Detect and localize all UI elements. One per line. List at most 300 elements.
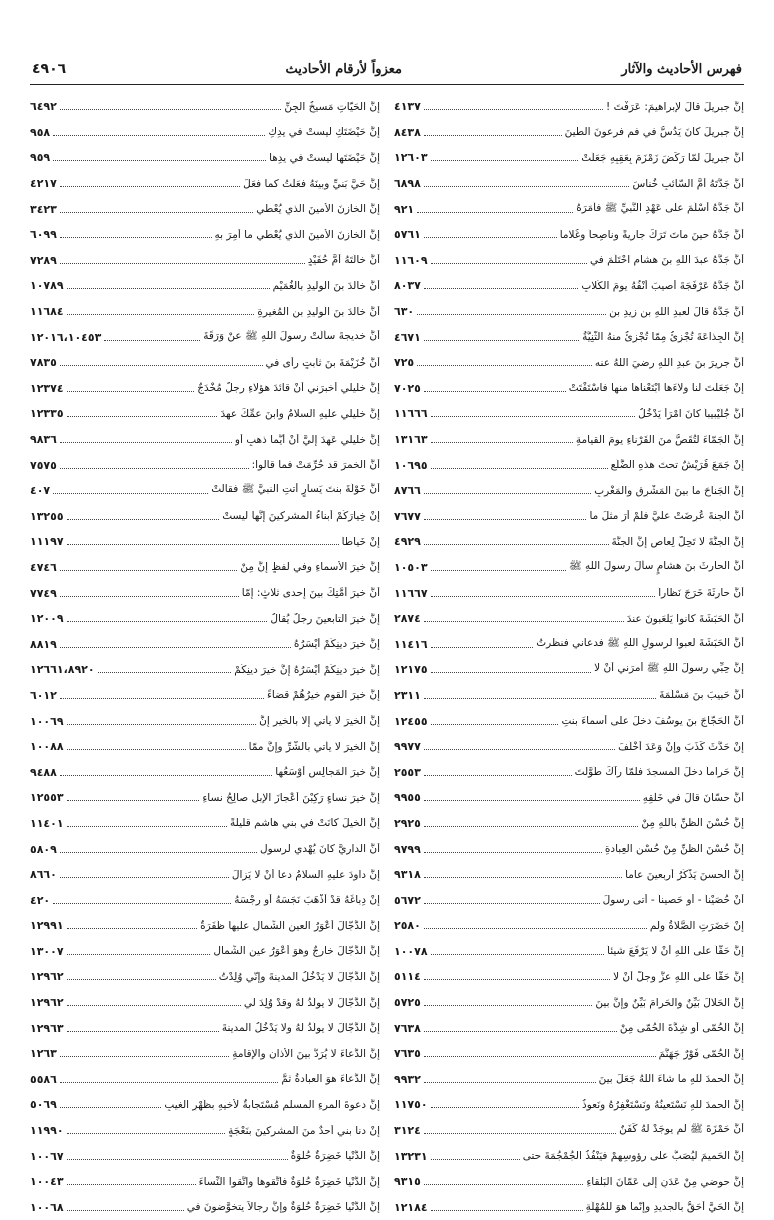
entry-ref-number: ١٢٥٥٣ <box>30 791 64 805</box>
index-entry <box>30 887 380 913</box>
leader-dots <box>60 109 282 110</box>
entry-text: إنَّ الحَميمَ ليُصَبُّ على رؤوسِهِمْ فيَنْفُذُ الجُمْجُمَةَ حتى <box>522 1150 744 1163</box>
leader-dots <box>60 852 257 853</box>
index-entry <box>30 1169 380 1195</box>
index-entry <box>394 708 744 734</box>
entry-text: إنَّ الدُّنْيا خَضِرَةٌ حُلْوَةٌ وإنَّ رجالاً يتخوَّضونَ في <box>186 1201 380 1214</box>
index-entry <box>30 94 380 120</box>
entry-text: إنْ جَمَعَ قُرَيْشٌ تحتَ هذهِ الضَّلَعِ <box>610 459 744 472</box>
index-entry <box>30 836 380 862</box>
index-entry <box>394 529 744 555</box>
index-entry <box>394 811 744 837</box>
entry-text: إنَّ جبريلَ قالَ لإبراهيمَ: عَرَفْتَ ! <box>606 100 744 113</box>
leader-dots <box>67 519 220 520</box>
entry-text: إنَّ الحَيَّ أحَقُّ بالجديدِ وإنّما هوَ للمُهْلَةِ <box>585 1201 744 1214</box>
index-entry <box>394 299 744 325</box>
leader-dots <box>431 1210 583 1211</box>
entry-ref-number: ١٢٤٥٥ <box>394 714 428 728</box>
entry-text: إنَّ الجِذاعَةَ تُجْزِئُ مِمّا تُجْزِئُ منهُ الثَّنِيَّةُ <box>582 331 744 344</box>
entry-ref-number: ١١٦٦٧ <box>394 586 428 600</box>
entry-ref-number: ٧٦٣٥ <box>394 1047 421 1061</box>
leader-dots <box>53 160 266 161</box>
running-header <box>30 54 744 85</box>
leader-dots <box>431 672 592 673</box>
entry-ref-number: ٤٢١٧ <box>30 177 57 191</box>
entry-text: أنَّ الخمرَ قد حُرِّمَتْ فما قالوا: <box>251 459 380 472</box>
entry-text: إنَّ جبريلَ كانَ يَدُسُّ في فمِ فرعونَ الطِّينَ <box>564 126 744 139</box>
entry-text: إنَّ حَيْضَتَها ليستْ في يدِها <box>269 151 380 164</box>
index-entry <box>394 1118 744 1144</box>
entry-text: أنَّ خُزَيْمَةَ بنَ ثابتٍ رأى في <box>265 356 380 369</box>
entry-text: إنَّ خليلي عليهِ السلامُ وابنَ عمِّكَ عهدَ <box>220 407 380 420</box>
index-entry <box>394 324 744 350</box>
leader-dots <box>424 800 640 801</box>
leader-dots <box>424 826 639 827</box>
leader-dots <box>67 621 268 622</box>
leader-dots <box>60 877 229 878</box>
entry-ref-number: ٩٥٨ <box>30 125 51 139</box>
leader-dots <box>424 544 609 545</box>
entry-text: إنَّ الحسنَ يَذْكُرُ أربعينَ عاماً <box>625 868 744 881</box>
index-entry <box>394 401 744 427</box>
index-entry <box>394 836 744 862</box>
entry-ref-number: ٥٨٠٩ <box>30 842 57 856</box>
index-entry <box>30 504 380 530</box>
entry-text: أنَّ خالدَ بنَ الوليدِ بالغُمَيْمِ <box>272 279 380 292</box>
leader-dots <box>431 954 604 955</box>
entry-text: إنَّ حُسْنَ الظَّنِّ باللهِ مِنْ <box>641 817 744 830</box>
entry-ref-number: ٨٧٦٦ <box>394 484 421 498</box>
leader-dots <box>67 979 216 980</box>
index-entry <box>30 401 380 427</box>
leader-dots <box>67 1159 288 1160</box>
entry-text: إنَّ حوضي مِنْ عَدَنٍ إلى عَمّانَ البَلْقاءِ <box>586 1175 744 1188</box>
leader-dots <box>424 877 622 878</box>
entry-text: إنَّ الجنَّةَ لا تَحِلُّ لِعاصٍ إنَّ الجنَّةَ <box>611 535 744 548</box>
leader-dots <box>417 314 606 315</box>
index-entry <box>30 299 380 325</box>
entry-text: إنْ دنا بني أحدٌ منَ المشركينَ بنَعْجَةٍ <box>228 1124 380 1137</box>
entry-text: أنَّ جَدَّهُ عبدَ اللهِ بنَ هشامٍ احْتَلَمَ في <box>590 254 744 267</box>
entry-ref-number: ١٢١٧٥ <box>394 663 428 677</box>
entry-ref-number: ١٣٢٥٥ <box>30 509 64 523</box>
entry-ref-number: ١٠٠٨٨ <box>30 740 64 754</box>
entry-ref-number: ١٠٧٨٩ <box>30 279 64 293</box>
entry-ref-number: ١٠٠٦٧ <box>30 1149 64 1163</box>
leader-dots <box>431 263 587 264</box>
index-entry <box>394 350 744 376</box>
entry-ref-number: ٦٨٩٨ <box>394 177 421 191</box>
entry-text: إنَّ خيرَ المَجالِسِ أوْسَعُها <box>275 766 380 779</box>
index-entry <box>30 631 380 657</box>
entry-text: إنْ جَعَلْتَ لنا ولاءَها ابْتَعْناها منها فاسْتَفْتَتْ <box>568 382 744 395</box>
entry-text: إنَّ الحَلالَ بَيِّنٌ والحَرامَ بَيِّنٌ وإنَّ بينَ <box>595 996 744 1009</box>
leader-dots <box>424 288 578 289</box>
entry-ref-number: ١٢٦٣ <box>30 1047 57 1061</box>
entry-ref-number: ٥٦٧٢ <box>394 893 421 907</box>
leader-dots <box>431 1107 579 1108</box>
entry-ref-number: ١٢٩٦٢ <box>30 970 64 984</box>
index-column-left <box>30 94 380 1220</box>
entry-text: إنَّ الدَّجّالَ لا يولَدُ لهُ ولا يَدْخُلُ المدينةَ <box>221 1022 380 1035</box>
leader-dots <box>67 314 255 315</box>
leader-dots <box>424 621 624 622</box>
leader-dots <box>60 365 263 366</box>
entry-ref-number: ٢٥٥٣ <box>394 765 421 779</box>
index-entry <box>30 734 380 760</box>
entry-text: إنَّ داودَ عليهِ السلامُ دعا أنْ لا يَزالَ <box>231 868 380 881</box>
entry-text: إنَّ الخيرَ لا يأتي إلّا بالخيرِ إنَّ <box>259 715 380 728</box>
index-entry <box>394 759 744 785</box>
entry-ref-number: ١٢٩٦٢ <box>30 996 64 1010</box>
entry-ref-number: ٢٩٢٥ <box>394 816 421 830</box>
index-entry <box>394 785 744 811</box>
entry-ref-number: ٨٨١٩ <box>30 637 57 651</box>
entry-text: إنَّ خيرَ دينِكُمْ أيْسَرُهُ <box>293 638 380 651</box>
entry-ref-number: ٧٠٢٥ <box>394 381 421 395</box>
entry-ref-number: ٧٦٧٧ <box>394 509 421 523</box>
index-entry <box>30 1041 380 1067</box>
entry-ref-number: ١٠٠٦٩ <box>30 714 64 728</box>
entry-text: إنَّ خيرَ التابعينَ رجلٌ يُقالُ <box>270 612 380 625</box>
index-entry <box>30 222 380 248</box>
index-entry <box>30 171 380 197</box>
index-entry <box>394 145 744 171</box>
entry-text: أنَّ خالدَ بنَ الوليدِ بنِ المُغيرةِ <box>257 305 380 318</box>
index-entry <box>30 1118 380 1144</box>
leader-dots <box>424 775 572 776</box>
index-entry <box>30 939 380 965</box>
index-entry <box>30 657 380 683</box>
entry-text: إنَّ الدُّنْيا خَضِرَةٌ حُلْوَةٌ فاتَّقوها واتَّقوا النِّساءَ <box>198 1175 380 1188</box>
index-entry <box>30 1143 380 1169</box>
index-entry <box>30 555 380 581</box>
leader-dots <box>424 1184 583 1185</box>
entry-text: إنْ خِيارَكُمْ أبناءُ المشركينَ إنَّها ليستْ <box>222 510 380 523</box>
index-entry <box>30 427 380 453</box>
leader-dots <box>60 263 305 264</box>
index-entry <box>394 1041 744 1067</box>
entry-text: إنْ دِباغَهُ قدْ أذْهَبَ نَجَسَهُ أو رِجْسَهُ <box>234 894 380 907</box>
index-entry <box>30 683 380 709</box>
entry-ref-number: ٧٢٥ <box>394 356 415 370</box>
index-entry <box>30 785 380 811</box>
index-entry <box>394 990 744 1016</box>
leader-dots <box>60 1056 229 1057</box>
entry-text: إنَّ الدَّجّالَ خارجٌ وهوَ أعْوَرُ عينِ الشِّمالِ <box>213 945 380 958</box>
entry-ref-number: ٤٦٧١ <box>394 330 421 344</box>
leader-dots <box>67 826 227 827</box>
index-entry <box>394 94 744 120</box>
entry-text: أنَّ الحَبَشَةَ كانوا يَلْعَبونَ عندَ <box>626 612 744 625</box>
entry-text: إنَّ الدَّجّالَ لا يَدْخُلُ المدينةَ وإنّي وُلِدْتُ <box>218 970 380 983</box>
entry-ref-number: ١١١٩٧ <box>30 535 64 549</box>
index-entry <box>394 734 744 760</box>
entry-ref-number: ٥٥٨٦ <box>30 1072 57 1086</box>
entry-text: إنَّ حَراماً دخلَ المسجدَ فلمّا رآكَ طَوَّلْتَ <box>574 766 744 779</box>
leader-dots <box>60 647 291 648</box>
leader-dots <box>53 493 208 494</box>
index-entry <box>394 376 744 402</box>
entry-text: إنَّ الدُّعاءَ لا يُرَدُّ بينَ الأذانِ والإقامةِ <box>232 1047 380 1060</box>
entry-text: إنَّ حَيْضَتَكِ ليستْ في يدِكِ <box>268 126 380 139</box>
entry-ref-number: ١٣٠٠٧ <box>30 944 64 958</box>
entry-ref-number: ١١٦٨٤ <box>30 305 64 319</box>
index-entry <box>394 171 744 197</box>
entry-text: إنَّ الدَّجّالَ أعْوَرُ العينِ الشِّمالِ عليها ظَفَرَةٌ <box>200 919 380 932</box>
entry-text: إنْ حَدَّثَ كَذَبَ وإنْ وَعَدَ أخْلَفَ <box>618 740 744 753</box>
leader-dots <box>424 1082 596 1083</box>
entry-text: أنَّ جُلَيْبيباً كانَ امْرَأً يَدْخُلُ <box>638 407 744 420</box>
index-entry <box>394 580 744 606</box>
entry-text: أنَّ حسّانَ قالَ في خَلْقِهِ <box>642 791 744 804</box>
leader-dots <box>431 416 636 417</box>
index-entry <box>30 1092 380 1118</box>
leader-dots <box>67 928 198 929</box>
leader-dots <box>424 928 647 929</box>
entry-ref-number: ٩٩٥٥ <box>394 791 421 805</box>
entry-text: إنَّ الخيلَ كانَتْ في بني هاشمٍ قليلةً <box>229 817 380 830</box>
index-entry <box>30 580 380 606</box>
leader-dots <box>424 519 587 520</box>
leader-dots <box>67 1005 241 1006</box>
entry-ref-number: ٤٩٢٩ <box>394 535 421 549</box>
leader-dots <box>98 672 232 673</box>
entry-ref-number: ٥١١٤ <box>394 970 421 984</box>
entry-ref-number: ٢٥٨٠ <box>394 919 421 933</box>
entry-ref-number: ١٢١٨٤ <box>394 1200 428 1214</box>
entry-text: أنَّ جَدَّهُ قالَ لعبدِ اللهِ بنِ زيدِ بنِ <box>609 305 744 318</box>
index-entry <box>30 196 380 222</box>
leader-dots <box>424 749 615 750</box>
index-entry <box>394 683 744 709</box>
entry-ref-number: ١٠٠٦٨ <box>30 1200 64 1214</box>
index-entry <box>30 324 380 350</box>
leader-dots <box>424 340 579 341</box>
index-entry <box>394 964 744 990</box>
entry-text: إنَّ الخيرَ لا يأتي بالشَّرِّ وإنَّ ممّا <box>248 740 380 753</box>
leader-dots <box>60 698 264 699</box>
leader-dots <box>60 442 232 443</box>
index-entry <box>30 376 380 402</box>
index-columns <box>30 94 744 1220</box>
leader-dots <box>424 135 562 136</box>
entry-ref-number: ١٣١٦٣ <box>394 433 428 447</box>
index-entry <box>394 452 744 478</box>
entry-ref-number: ٤١٣٧ <box>394 100 421 114</box>
entry-text: إنَّ الجَمّاءَ لتُقَصُّ منَ القَرْناءِ يومَ القيامةِ <box>575 433 744 446</box>
leader-dots <box>431 468 608 469</box>
entry-text: إنَّ الخازنَ الأمينَ الذي يُعْطي ما أُمِرَ بهِ <box>214 228 380 241</box>
index-entry <box>30 811 380 837</box>
entry-ref-number: ٥٠٦٩ <box>30 1098 57 1112</box>
entry-ref-number: ١٢٣٣٥ <box>30 407 64 421</box>
index-entry <box>30 708 380 734</box>
index-entry <box>30 964 380 990</box>
entry-ref-number: ١٣٢٣١ <box>394 1149 428 1163</box>
entry-ref-number: ١١٧٥٠ <box>394 1098 428 1112</box>
entry-ref-number: ٧٢٨٩ <box>30 253 57 267</box>
index-entry <box>30 452 380 478</box>
entry-text: أنَّ الحارثَ بنَ هشامٍ سألَ رسولَ اللهِ ﷺ <box>568 559 744 572</box>
entry-ref-number: ٤٢٠ <box>30 893 51 907</box>
entry-ref-number: ٩٨٣٦ <box>30 433 57 447</box>
entry-text: أنَّ حارِثَةَ خَرَجَ نَظّاراً <box>658 587 744 600</box>
index-entry <box>394 196 744 222</box>
leader-dots <box>60 570 238 571</box>
leader-dots <box>60 1082 279 1083</box>
index-title: فهرس الأحاديث والآثار <box>621 61 742 77</box>
entry-ref-number: ٦٤٩٢ <box>30 100 57 114</box>
index-entry <box>30 350 380 376</box>
entry-ref-number: ٩٩٣٢ <box>394 1072 421 1086</box>
leader-dots <box>417 212 573 213</box>
entry-ref-number: ١١٩٩٠ <box>30 1124 64 1138</box>
leader-dots <box>424 109 603 110</box>
index-entry <box>394 887 744 913</box>
leader-dots <box>424 903 600 904</box>
leader-dots <box>431 160 579 161</box>
leader-dots <box>424 698 656 699</box>
leader-dots <box>60 468 249 469</box>
index-entry <box>394 606 744 632</box>
entry-ref-number: ١٠٠٧٨ <box>394 944 428 958</box>
entry-ref-number: ٢٨٧٤ <box>394 612 421 626</box>
entry-text: أنَّ جَدَّتَهُ أُمَّ السّائبِ خُناسَ <box>632 177 744 190</box>
index-entry <box>30 990 380 1016</box>
leader-dots <box>60 775 272 776</box>
entry-text: أنَّ خَوْلَةَ بنتَ يَسارٍ أتتِ النبيَّ ﷺ فقالتْ <box>211 483 380 496</box>
leader-dots <box>53 903 231 904</box>
leader-dots <box>67 391 195 392</box>
leader-dots <box>431 647 534 648</box>
entry-ref-number: ٧٦٣٨ <box>394 1021 421 1035</box>
leader-dots <box>424 1056 656 1057</box>
leader-dots <box>67 544 339 545</box>
entry-text: أنَّ حَبيبَ بنَ مَسْلَمَةَ <box>659 689 744 702</box>
leader-dots <box>424 1031 617 1032</box>
leader-dots <box>67 1133 226 1134</box>
entry-text: أنَّ الحَجّاجَ بنَ يوسُفَ دخلَ على أسماءَ بنتِ <box>561 715 744 728</box>
index-entry <box>30 248 380 274</box>
leader-dots <box>104 340 200 341</box>
entry-ref-number: ٧٧٤٩ <box>30 586 57 600</box>
entry-text: إنَّ الحمدَ للهِ نَسْتَعينُهُ ونَسْتَغْفِرُهُ ونَعوذُ <box>582 1098 744 1111</box>
index-entry <box>394 555 744 581</box>
entry-text: أنَّ الداريَّ كانَ يُهْدي لرسولِ <box>259 843 380 856</box>
index-entry <box>30 120 380 146</box>
entry-text: إنَّ حَيَّ بَنيِّ وبينَهُ فعَلْتُ كما فعَلَ <box>243 177 380 190</box>
entry-text: إنَّ الدُّعاءَ هوَ العبادةُ ثمَّ <box>281 1073 380 1086</box>
entry-ref-number: ٥٧٢٥ <box>394 996 421 1010</box>
entry-ref-number: ١١٤١٦ <box>394 637 428 651</box>
leader-dots <box>67 1184 196 1185</box>
index-entry <box>394 120 744 146</box>
entry-text: إنَّ حَقّاً على اللهِ عزَّ وجلَّ أنْ لا <box>613 970 744 983</box>
index-entry <box>30 529 380 555</box>
leader-dots <box>53 135 265 136</box>
entry-text: إنَّ خيرَ نساءٍ رَكِبْنَ أعْجازَ الإبلِ صالِحُ نساءِ <box>202 791 380 804</box>
entry-text: إنَّ حَقّاً على اللهِ أنْ لا يَرْفَعَ شيئاً <box>607 945 744 958</box>
index-entry <box>30 759 380 785</box>
leader-dots <box>60 596 239 597</box>
leader-dots <box>67 1031 219 1032</box>
index-subtitle: معزواً لأرقام الأحاديث <box>285 61 402 77</box>
entry-ref-number: ٩٧٩٩ <box>394 842 421 856</box>
entry-text: أنَّ خيرَ أُمَّتِكَ بينَ إحدى ثلاثٍ: إمّا <box>241 587 380 600</box>
index-entry <box>394 1067 744 1093</box>
entry-ref-number: ١٠٥٠٣ <box>394 560 428 574</box>
leader-dots <box>67 288 270 289</box>
index-entry <box>394 1015 744 1041</box>
entry-ref-number: ٩٥٩ <box>30 151 51 165</box>
entry-text: أنَّ خالَتَهُ أُمَّ حُفَيْدٍ <box>307 254 380 267</box>
entry-ref-number: ١٢٩٦٣ <box>30 1021 64 1035</box>
leader-dots <box>67 416 218 417</box>
entry-ref-number: ٦٣٠ <box>394 305 415 319</box>
leader-dots <box>417 365 592 366</box>
entry-text: إنَّ دعوةَ المرءِ المسلمِ مُسْتَجابةٌ لأخيهِ بظَهْرِ الغيبِ <box>164 1098 380 1111</box>
entry-ref-number: ٦٠١٢ <box>30 688 57 702</box>
index-entry <box>30 145 380 171</box>
entry-ref-number: ٩٣١٥ <box>394 1175 421 1189</box>
entry-text: إنْ خَياطاً <box>341 535 380 548</box>
entry-text: إنَّ الحُمّى أو شِدَّةَ الحُمّى مِنْ <box>619 1022 744 1035</box>
index-entry <box>394 1169 744 1195</box>
index-entry <box>394 222 744 248</box>
leader-dots <box>424 1005 593 1006</box>
leader-dots <box>424 237 557 238</box>
index-entry <box>30 1067 380 1093</box>
entry-text: إنْ حَضَرَتِ الصَّلاةُ ولم <box>649 919 744 932</box>
entry-text: أنَّ حَمْزَةَ ﷺ لم يوجَدْ لهُ كَفَنٌ <box>619 1123 744 1136</box>
entry-text: إنَّ حِبِّي رسولَ اللهِ ﷺ أمرَني أنْ لا <box>594 662 744 675</box>
entry-text: أنَّ خديجةَ سألَتْ رسولَ اللهِ ﷺ عنْ وَرَقَةَ <box>203 329 380 342</box>
leader-dots <box>424 1133 616 1134</box>
index-entry <box>30 273 380 299</box>
leader-dots <box>431 1159 520 1160</box>
entry-ref-number: ٤٧٤٦ <box>30 560 57 574</box>
leader-dots <box>60 1107 162 1108</box>
entry-text: إنَّ الدَّجّالَ لا يولَدُ لهُ وقدْ وُلِدَ لي <box>243 996 380 1009</box>
index-entry <box>394 273 744 299</box>
entry-text: إنَّ الحُمّى فَوْرٌ جَهَنَّمَ <box>658 1047 744 1060</box>
entry-ref-number: ١٠٦٩٥ <box>394 458 428 472</box>
index-entry <box>394 657 744 683</box>
index-entry <box>394 1092 744 1118</box>
entry-text: أنَّ جبريلَ لمّا رَكَضَ زَمْزَمَ بِعَقِبِهِ جَعَلَتْ <box>581 151 744 164</box>
leader-dots <box>67 749 246 750</box>
leader-dots <box>67 724 257 725</box>
entry-ref-number: ١٢٦٦١،٨٩٢٠ <box>30 663 95 677</box>
index-entry <box>394 504 744 530</box>
leader-dots <box>60 237 212 238</box>
entry-ref-number: ٨٦٦٠ <box>30 868 57 882</box>
index-entry <box>30 862 380 888</box>
entry-text: إنَّ حُسْنَ الظَّنِّ مِنْ حُسْنِ العِبادةِ <box>604 843 744 856</box>
entry-ref-number: ٩٣١٨ <box>394 868 421 882</box>
entry-ref-number: ٨٤٣٨ <box>394 125 421 139</box>
entry-ref-number: ٢٣١١ <box>394 688 421 702</box>
leader-dots <box>424 493 591 494</box>
leader-dots <box>424 186 630 187</box>
index-entry <box>30 913 380 939</box>
entry-text: أنَّ الجنةَ عُرِضَتْ عليَّ فلمْ أرَ مثلَ ما <box>589 510 744 523</box>
entry-ref-number: ٩٢١ <box>394 202 415 216</box>
leader-dots <box>60 186 240 187</box>
entry-text: إنَّ خيرَ الأسماءِ وفي لفظٍ إنَّ مِنْ <box>240 561 380 574</box>
index-entry <box>30 1195 380 1220</box>
